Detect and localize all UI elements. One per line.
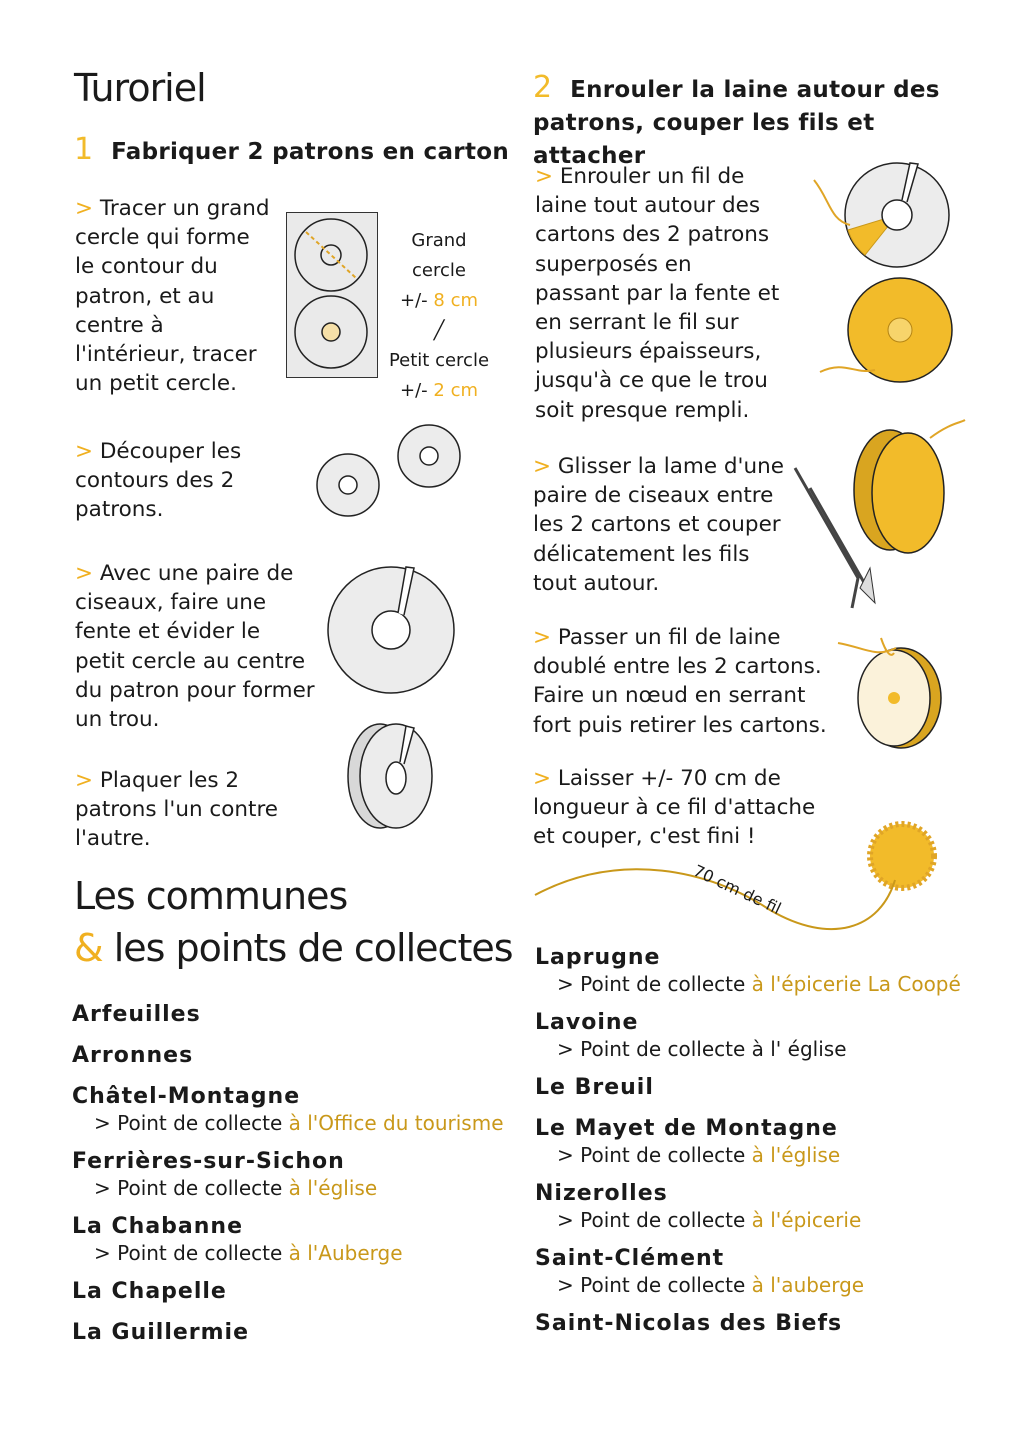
- grand-cercle-label: Grand cercle: [411, 230, 467, 281]
- string-length-label: 70 cm de fil: [690, 860, 785, 919]
- tied-pompom-illustration: [836, 638, 946, 748]
- commune-entry: La Chabanne > Point de collecte à l'Auberge: [72, 1214, 403, 1265]
- step2-paragraph-2: > Glisser la lame d'une paire de ciseaux entre les 2 cartons et couper délicatement les fils tout autour.: [533, 454, 784, 596]
- communes-list-left: [72, 1002, 512, 1359]
- step-title: Fabriquer 2 patrons en carton: [111, 139, 510, 165]
- commune-entry: Saint-Nicolas des Biefs: [535, 1311, 843, 1336]
- commune-entry: Le Breuil: [535, 1075, 654, 1100]
- step2-heading: [533, 70, 953, 173]
- pompom-with-string-illustration: [530, 810, 960, 940]
- stacked-discs-illustration: [344, 722, 436, 830]
- step1-paragraph-1: > Tracer un grand cercle qui forme le contour du patron, et au centre à l'intérieur, tracer un petit cercle.: [75, 196, 270, 397]
- commune-entry: La Guillermie: [72, 1320, 250, 1345]
- cardboard-template-diagram: [286, 212, 378, 378]
- step-number: 2: [533, 70, 553, 105]
- step2-paragraph-3: > Passer un fil de laine doublé entre les 2 cartons. Faire un nœud en serrant fort puis retirer les cartons.: [533, 625, 827, 738]
- slit-disc-illustration: [326, 565, 458, 697]
- commune-entry: Arfeuilles: [72, 1002, 201, 1027]
- petit-cercle-label: Petit cercle: [388, 350, 490, 371]
- communes-list-right: [535, 945, 975, 1350]
- step1-paragraph-4: > Plaquer les 2 patrons l'un contre l'autre.: [75, 768, 279, 852]
- communes-title: Les communes & les points de collectes: [74, 874, 513, 970]
- wool-filled-disc-illustration: [815, 280, 960, 385]
- step2-paragraph-4: > Laisser +/- 70 cm de longueur à ce fil d'attache et couper, c'est fini !: [533, 766, 816, 850]
- commune-entry: Arronnes: [72, 1043, 194, 1068]
- step1-paragraph-2: > Découper les contours des 2 patrons.: [75, 439, 242, 523]
- scissors-cutting-illustration: [790, 418, 970, 618]
- step-title: Enrouler la laine autour des patrons, couper les fils et attacher: [533, 77, 940, 169]
- separator-slash: ╱: [433, 320, 445, 341]
- cut-discs-illustration: [315, 424, 465, 519]
- commune-entry: Châtel-Montagne > Point de collecte à l'Office du tourisme: [72, 1084, 504, 1135]
- diagram-labels: Grand cercle +/- 8 cm ╱ Petit cercle +/- 2 cm: [384, 226, 494, 406]
- commune-entry: Nizerolles > Point de collecte à l'épicerie: [535, 1181, 862, 1232]
- commune-entry: Laprugne > Point de collecte à l'épicerie La Coopé: [535, 945, 961, 996]
- commune-entry: Le Mayet de Montagne > Point de collecte à l'église: [535, 1116, 841, 1167]
- commune-entry: Ferrières-sur-Sichon > Point de collecte à l'église: [72, 1149, 378, 1200]
- step-number: 1: [74, 132, 94, 167]
- step1-paragraph-3: > Avec une paire de ciseaux, faire une fente et évider le petit cercle au centre du patron pour former un trou.: [75, 561, 315, 733]
- commune-entry: Lavoine > Point de collecte à l' église: [535, 1010, 847, 1061]
- step1-heading: [74, 132, 509, 169]
- commune-entry: Saint-Clément > Point de collecte à l'auberge: [535, 1246, 865, 1297]
- commune-entry: La Chapelle: [72, 1279, 227, 1304]
- wrapping-wool-illustration: [810, 160, 960, 280]
- tutorial-title: Turoriel: [74, 66, 206, 110]
- step2-paragraph-1: > Enrouler un fil de laine tout autour des cartons des 2 patrons superposés en passant par la fente et en serrant le fil sur plusieurs épaisseurs, jusqu'à ce que le trou soit presque rempli.: [535, 164, 780, 423]
